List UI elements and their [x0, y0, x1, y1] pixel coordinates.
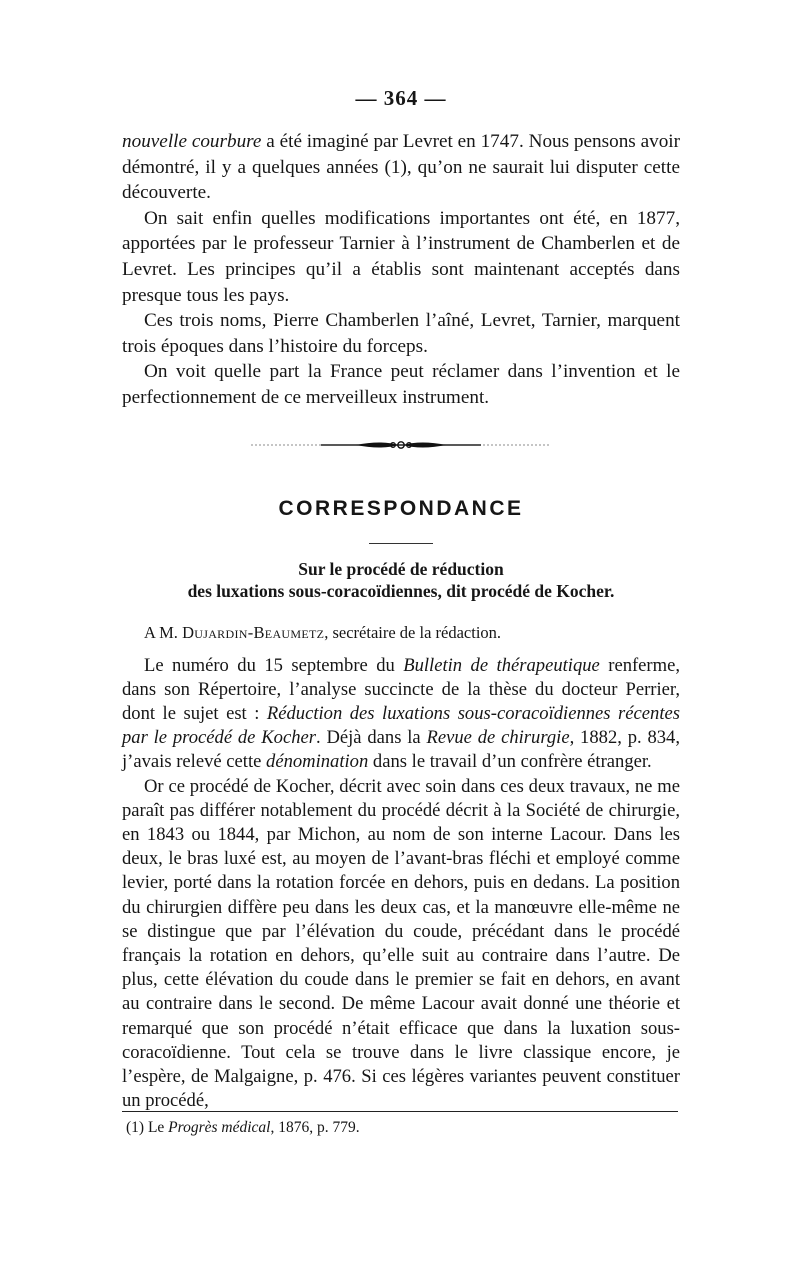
- italic-phrase: dénomination: [266, 751, 369, 773]
- article-title-line: Sur le procédé de réduction: [298, 558, 504, 579]
- footnote-source: Progrès médical: [168, 1119, 271, 1136]
- page-content: [122, 86, 680, 1113]
- paragraph: [122, 654, 680, 775]
- text-run: . Déjà dans la: [315, 727, 427, 749]
- addressee-name: Dujardin-Beaumetz: [182, 622, 325, 642]
- italic-phrase: Bulletin de thérapeutique: [403, 654, 600, 676]
- text-run: renferme, dans son Répertoire, l’analyse succincte de la thèse du docteur Perrier, dont le sujet est :: [122, 654, 680, 724]
- text-run: a été imaginé par Levret en 1747. Nous pensons avoir démontré, il y a quelques années (1), qu’on ne saurait lui disputer cette découverte.: [122, 131, 681, 204]
- footnote-marker: (1) Le: [126, 1119, 169, 1136]
- article-title-line: des luxations sous-coracoïdiennes, dit procédé de Kocher.: [187, 580, 615, 601]
- section-title: CORRESPONDANCE: [278, 496, 524, 520]
- footnote-details: , 1876, p. 779.: [270, 1119, 360, 1136]
- addressee-suffix: , secrétaire de la rédaction.: [324, 622, 502, 642]
- italic-phrase: Revue de chirurgie: [426, 727, 570, 749]
- footnote: [126, 1118, 676, 1138]
- ornament-divider: [251, 439, 551, 451]
- article-title: [122, 558, 680, 602]
- paragraph: [122, 206, 680, 308]
- text-run: Le numéro du 15 septembre du: [144, 654, 404, 676]
- paragraph: [122, 775, 680, 1114]
- ornament-divider-graphic: [251, 439, 551, 451]
- title-rule: [369, 543, 433, 544]
- paragraph: [122, 129, 680, 206]
- page-number: — 364 —: [355, 86, 447, 110]
- intro-section: [122, 129, 680, 411]
- text-run: Or ce procédé de Kocher, décrit avec soin dans ces deux travaux, ne me paraît pas différer notablement du procédé décrit à la Société de chirurgie, en 1843 ou 1844, par Michon, au nom de son interne Lacour. Dans les deux, le bras luxé est, au moyen de l’avant-bras fléchi et employé comme levier, porté dans la rotation forcée en dehors, puis en dedans. La position du chirurgien diffère peu dans les deux cas, et la manœuvre elle-même ne se distingue que par l’élévation du coude, précédant dans le procédé français la rotation en dehors, qu’elle suit au contraire dans l’autre. De plus, cette élévation du coude dans le premier se fait en dehors, en avant au contraire dans le second. De même Lacour avait donné une théorie et remarqué que son procédé n’était efficace que dans la luxation sous-coracoïdienne. Tout cela se trouve dans le livre classique encore, je l’espère, de Malgaigne, p. 476. Si ces légères variantes peuvent constituer un procédé,: [122, 775, 680, 1112]
- letter-body: [122, 654, 680, 1114]
- italic-phrase: Réduction des luxations sous-coracoïdiennes récentes par le procédé de Kocher: [122, 702, 680, 749]
- text-run: dans le travail d’un confrère étranger.: [368, 751, 652, 773]
- text-run: On voit quelle part la France peut réclamer dans l’invention et le perfectionnement de ce merveilleux instrument.: [122, 361, 680, 408]
- text-run: Ces trois noms, Pierre Chamberlen l’aîné, Levret, Tarnier, marquent trois époques dans l’histoire du forceps.: [122, 310, 680, 357]
- footnote-rule: [122, 1111, 678, 1112]
- paragraph: [122, 359, 680, 410]
- paragraph: [122, 308, 680, 359]
- text-run: On sait enfin quelles modifications importantes ont été, en 1877, apportées par le professeur Tarnier à l’instrument de Chamberlen et de Levret. Les principes qu’il a établis sont maintenant acceptés dans presque tous les pays.: [122, 207, 680, 306]
- addressee-line: [122, 622, 680, 644]
- italic-phrase: nouvelle courbure: [122, 131, 262, 152]
- text-run: , 1882, p. 834, j’avais relevé cette: [122, 727, 680, 773]
- addressee-prefix: A M.: [144, 622, 183, 642]
